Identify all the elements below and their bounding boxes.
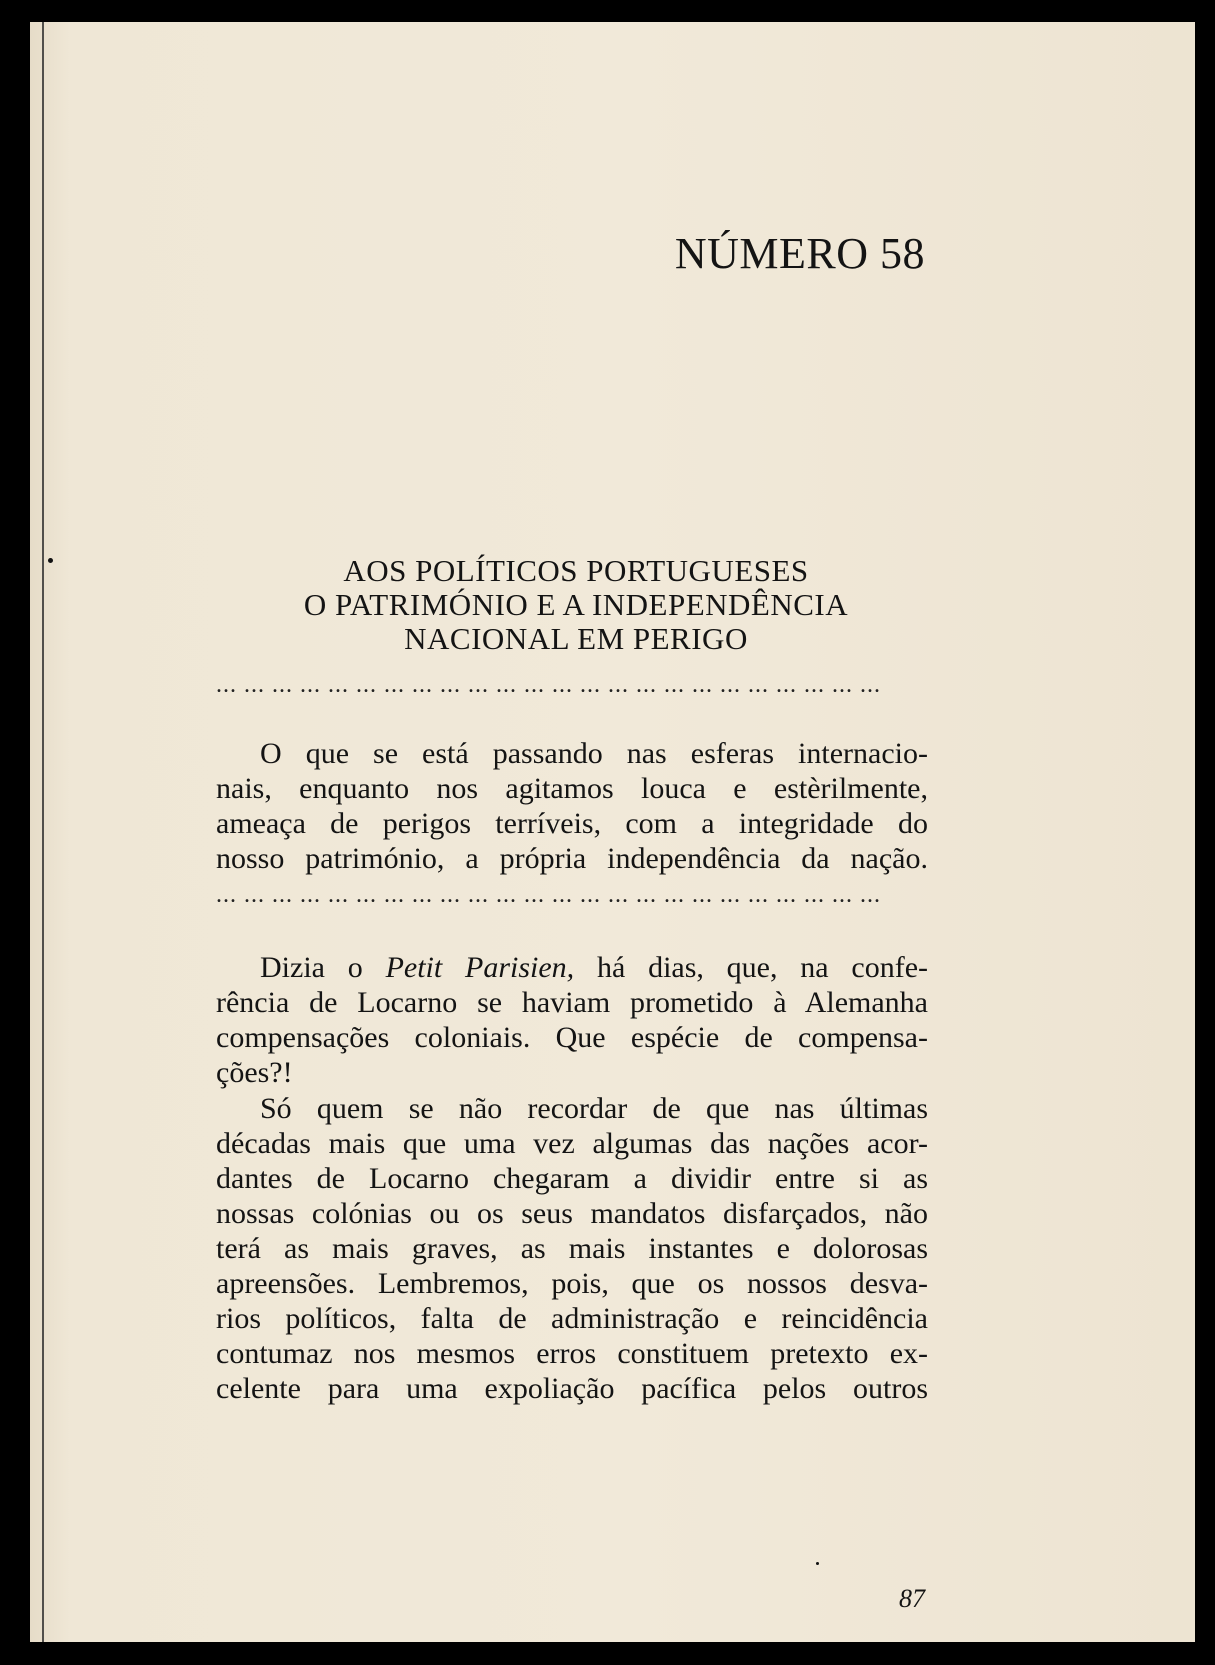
paragraph-3-line: contumaz nos mesmos erros constituem pretexto ex-: [216, 1337, 928, 1370]
paragraph-3-line: décadas mais que uma vez algumas das nações acor-: [216, 1127, 928, 1160]
book-page: [30, 22, 1195, 1642]
paragraph-2-line: ções?!: [216, 1056, 293, 1089]
ellipsis-separator-bottom: ... ... ... ... ... ... ... ... ... ... ... ... ... ... ... ... ... ... ... ... ... ... ... ...: [216, 882, 881, 908]
paragraph-1-line: ameaça de perigos terríveis, com a integridade do: [216, 807, 928, 840]
print-speck: [816, 1562, 819, 1565]
paragraph-1-line: nosso património, a própria independência da nação.: [216, 842, 928, 875]
paragraph-3-line: celente para uma expoliação pacífica pelos outros: [216, 1372, 928, 1405]
paragraph-1: [216, 736, 928, 876]
paragraph-2: [216, 950, 928, 1090]
paragraph-2-line-1: [216, 950, 928, 985]
paragraph-2-text: Dizia o: [260, 951, 386, 984]
paragraph-3: [216, 1091, 928, 1406]
page-spine-edge: [42, 22, 44, 1642]
paragraph-3-line: terá as mais graves, as mais instantes e dolorosas: [216, 1232, 928, 1265]
paragraph-3-line: nossas colónias ou os seus mandatos disfarçados, não: [216, 1197, 928, 1230]
heading-line-1: AOS POLÍTICOS PORTUGUESES: [343, 553, 809, 588]
page-title: NÚMERO 58: [674, 229, 925, 278]
paragraph-2-line: rência de Locarno se haviam prometido à Alemanha: [216, 986, 928, 1019]
paragraph-2-text: há dias, que, na confe-: [574, 951, 929, 984]
ellipsis-separator-top: ... ... ... ... ... ... ... ... ... ... ... ... ... ... ... ... ... ... ... ... ... ... ... ...: [216, 672, 881, 698]
paragraph-2-line: compensações coloniais. Que espécie de compensa-: [216, 1021, 928, 1054]
paragraph-3-line: rios políticos, falta de administração e reincidência: [216, 1302, 928, 1335]
page-number: 87: [899, 1584, 925, 1613]
article-heading: [216, 554, 936, 656]
paragraph-1-line: nais, enquanto nos agitamos louca e estèrilmente,: [216, 772, 928, 805]
newspaper-title: Petit Parisien,: [385, 951, 575, 984]
paragraph-3-line: dantes de Locarno chegaram a dividir entre si as: [216, 1162, 928, 1195]
paragraph-3-line: Só quem se não recordar de que nas últimas: [260, 1092, 928, 1125]
heading-line-2: O PATRIMÓNIO E A INDEPENDÊNCIA: [303, 587, 849, 622]
print-speck: [48, 558, 53, 563]
heading-line-3: NACIONAL EM PERIGO: [404, 621, 748, 656]
paragraph-3-line: apreensões. Lembremos, pois, que os nossos desva-: [216, 1267, 928, 1300]
paragraph-1-line: O que se está passando nas esferas internacio-: [260, 737, 928, 770]
